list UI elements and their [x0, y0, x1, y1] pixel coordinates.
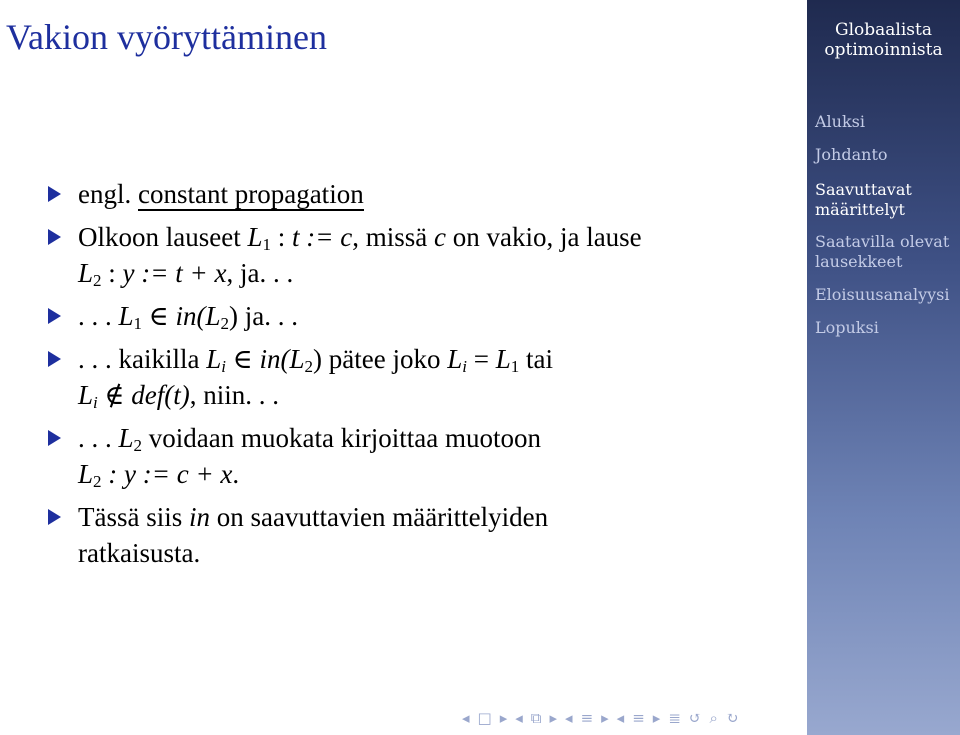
arrow-left-icon[interactable]: ◂: [616, 709, 625, 727]
subsection-icon[interactable]: ⧉: [530, 709, 542, 727]
section-icon[interactable]: ≡: [580, 709, 594, 727]
subscript: 2: [220, 314, 230, 333]
arrow-right-icon[interactable]: ▸: [601, 709, 609, 727]
math: L: [447, 344, 463, 374]
term-link[interactable]: constant propagation: [138, 179, 364, 209]
list-item: [44, 298, 784, 334]
sidebar-item-aluksi[interactable]: Aluksi: [815, 112, 865, 131]
text: Tässä siis: [78, 502, 189, 532]
math: L: [495, 344, 511, 374]
text: Olkoon lauseet: [78, 222, 248, 252]
text: . . .: [78, 301, 119, 331]
bullet-triangle-icon: [48, 509, 61, 525]
list-item: [44, 499, 784, 571]
bullet-triangle-icon: [48, 351, 61, 367]
sidebar-title-line1: Globaalista: [835, 20, 932, 40]
text: , ja. . .: [226, 258, 294, 288]
math: L: [205, 301, 221, 331]
math: L: [78, 459, 94, 489]
math: L: [78, 380, 94, 410]
list-item: [44, 420, 784, 492]
math: L: [289, 344, 305, 374]
text: . . .: [78, 423, 119, 453]
text: . . . kaikilla: [78, 344, 207, 374]
arrow-right-icon[interactable]: ▸: [652, 709, 661, 727]
frame-title: Vakion vyöryttäminen: [6, 17, 327, 57]
text: , missä: [352, 222, 434, 252]
text: on saavuttavien määrittelyiden: [210, 502, 549, 532]
bullet-triangle-icon: [48, 430, 61, 446]
sidebar: [807, 0, 960, 735]
beamer-navigation: [462, 706, 802, 730]
search-icon[interactable]: ⌕: [709, 709, 718, 727]
math: L: [247, 222, 263, 252]
text: engl.: [78, 179, 138, 209]
arrow-left-icon[interactable]: ◂: [462, 709, 470, 727]
text: voidaan muokata kirjoittaa muotoon: [142, 423, 541, 453]
subscript: i: [462, 357, 467, 376]
math: ∈ in(: [226, 344, 290, 374]
math: L: [78, 258, 94, 288]
subscript: i: [93, 393, 98, 412]
sidebar-item-label: lausekkeet: [815, 252, 903, 271]
sidebar-item-eloisuusanalyysi[interactable]: Eloisuusanalyysi: [815, 285, 950, 304]
sidebar-item-saavuttavat-maarittelyt[interactable]: [815, 180, 912, 220]
math: y := t + x: [122, 258, 227, 288]
sidebar-item-label: Saatavilla olevat: [815, 232, 950, 251]
bullet-triangle-icon: [48, 308, 61, 324]
math: in: [189, 502, 211, 532]
math: ∉ def(t): [97, 380, 190, 410]
math: :: [271, 222, 293, 252]
math: ∈ in(: [142, 301, 206, 331]
text: , niin. . .: [189, 380, 279, 410]
sidebar-title: [807, 20, 960, 60]
arrow-right-icon[interactable]: ▸: [499, 709, 508, 727]
section-icon[interactable]: ≡: [632, 709, 645, 727]
subscript: 1: [133, 314, 143, 333]
subscript: 2: [133, 436, 143, 455]
list-item: [44, 219, 784, 291]
sidebar-item-lopuksi[interactable]: Lopuksi: [815, 318, 879, 337]
subscript: 1: [262, 235, 271, 254]
arrow-right-icon[interactable]: ▸: [549, 709, 558, 727]
math: :: [101, 258, 123, 288]
sidebar-item-saatavilla-olevat-lausekkeet[interactable]: [815, 232, 949, 272]
sidebar-item-johdanto[interactable]: Johdanto: [815, 145, 888, 164]
math: : y := c + x: [101, 459, 233, 489]
math: =: [466, 344, 496, 374]
undo-icon[interactable]: ↺: [688, 709, 702, 727]
subscript: 2: [93, 472, 102, 491]
text: on vakio, ja lause: [445, 222, 642, 252]
math: L: [206, 344, 222, 374]
text: ) ja. . .: [229, 301, 299, 331]
list-item: [44, 341, 784, 413]
text: tai: [519, 344, 553, 374]
slide-body: [44, 176, 784, 578]
text: ratkaisusta.: [78, 538, 201, 568]
subscript: 2: [304, 357, 314, 376]
text: ) pätee joko: [313, 344, 448, 374]
math: t := c: [292, 222, 353, 252]
align-icon[interactable]: ≣: [668, 709, 681, 727]
sidebar-item-label: määrittelyt: [815, 200, 905, 219]
arrow-left-icon[interactable]: ◂: [565, 709, 573, 727]
bullet-triangle-icon: [48, 186, 61, 202]
math: L: [118, 423, 134, 453]
arrow-left-icon[interactable]: ◂: [515, 709, 523, 727]
subscript: 2: [93, 271, 102, 290]
bullet-triangle-icon: [48, 229, 61, 245]
redo-icon[interactable]: ↻: [725, 709, 739, 727]
subscript: i: [221, 357, 226, 376]
list-item: [44, 176, 784, 212]
math: c: [433, 222, 446, 252]
frame-icon[interactable]: □: [477, 709, 492, 727]
subscript: 1: [510, 357, 520, 376]
sidebar-item-label: Saavuttavat: [815, 180, 912, 199]
text: .: [232, 459, 240, 489]
sidebar-title-line2: optimoinnista: [824, 40, 943, 60]
math: L: [118, 301, 134, 331]
